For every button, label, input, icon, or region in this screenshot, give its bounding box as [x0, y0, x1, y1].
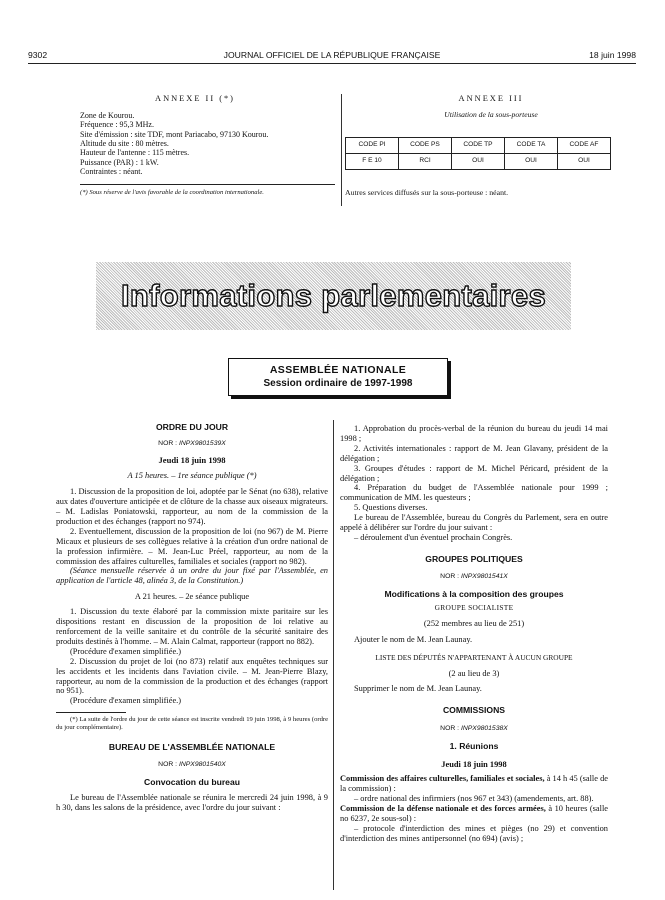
ordre-du-jour-title: ORDRE DU JOUR [155, 422, 229, 432]
congres-item: – déroulement d'un éventuel prochain Congrès. [354, 532, 513, 542]
liste-title: LISTE DES DÉPUTÉS N'APPARTENANT À AUCUN GROUPE [375, 652, 573, 662]
agenda-item: 1. Discussion du texte élaboré par la commission mixte paritaire sur les dispositions restant en discussion de la proposition de loi relative au renforcement de la veille sanitaire et du contrôle de la sécurité sanitaire des produits destinés à l'homme. – M. Alain Calmat, rapporteur (rapport no 882). [56, 607, 328, 646]
table-row [346, 153, 611, 169]
session-1-title: A 15 heures. – 1re séance publique (*) [127, 471, 257, 481]
table-header-row [346, 137, 611, 153]
table-header-cell: CODE TP [452, 137, 505, 153]
journal-title: JOURNAL OFFICIEL DE LA RÉPUBLIQUE FRANÇAISE [223, 50, 441, 60]
table-cell: RCI [399, 153, 452, 169]
agenda-note: (Séance mensuelle réservée à un ordre du jour fixé par l'Assemblée, en application de l'article 48, alinéa 3, de la Constitution.) [56, 566, 328, 586]
table-cell: OUI [558, 153, 611, 169]
bureau-item: 4. Préparation du budget de l'Assemblée nationale pour 1999 ; communication de MM. les questeurs ; [340, 483, 608, 503]
table-cell: OUI [505, 153, 558, 169]
session-title: Session ordinaire de 1997-1998 [263, 378, 413, 390]
left-column [56, 422, 328, 813]
bureau-item: 2. Activités internationales : rapport de M. Jean Glavany, président de la délégation ; [340, 443, 608, 463]
ajouter-text: Ajouter le nom de M. Jean Launay. [354, 634, 473, 644]
assembly-title: ASSEMBLÉE NATIONALE [269, 364, 407, 376]
banner-title: Informations parlementaires [121, 278, 546, 313]
annex-2-line: Zone de Kourou. [80, 110, 135, 120]
assembly-box [228, 358, 448, 396]
groupe-socialiste: GROUPE SOCIALISTE [434, 603, 514, 613]
commission-entry: Commission de la défense nationale et des forces armées, à 10 heures (salle no 6237, 2e sous-sol) : [340, 804, 609, 824]
reunions-title: 1. Réunions [449, 741, 499, 752]
table-header-cell: CODE PI [346, 137, 399, 153]
annex-2-line: Puissance (PAR) : 1 kW. [80, 157, 159, 167]
column-divider [333, 420, 334, 890]
annex-3-subtitle: Utilisation de la sous-porteuse [444, 109, 538, 119]
annex-2-line: Site d'émission : site TDF, mont Pariacabo, 97130 Kourou. [80, 129, 269, 139]
annex-2-title: ANNEXE II (*) [155, 94, 235, 103]
day-title: Jeudi 18 juin 1998 [158, 455, 226, 466]
page-header [28, 50, 636, 62]
nor-reference: NOR : INPX9801540X [158, 760, 226, 768]
agenda-item: 2. Discussion du projet de loi (no 873) relatif aux enquêtes techniques sur les accidents et les incidents dans l'aviation civile. – M. Jean-Pierre Blazy, rapporteur, au nom de la commission de la production et des échanges (rapport no 951). [56, 656, 328, 696]
issue-date: 18 juin 1998 [589, 50, 636, 60]
annex-3-note: Autres services diffusés sur la sous-porteuse : néant. [345, 187, 509, 197]
annex-3 [345, 94, 637, 197]
bureau-item: 1. Approbation du procès-verbal de la réunion du bureau du jeudi 14 mai 1998 ; [340, 424, 608, 443]
procedure-note: (Procédure d'examen simplifiée.) [70, 696, 182, 706]
table-header-cell: CODE AF [558, 137, 611, 153]
nor-reference: NOR : INPX9801541X [440, 573, 508, 581]
sub-carrier-table [345, 137, 611, 170]
nor-reference: NOR : INPX9801538X [440, 725, 508, 733]
supprimer-text: Supprimer le nom de M. Jean Launay. [354, 684, 482, 694]
commission-item: – ordre national des infirmiers (nos 967 et 343) (amendements, art. 88). [354, 794, 594, 804]
session-2-title: A 21 heures. – 2e séance publique [134, 592, 250, 602]
bureau-item: 5. Questions diverses. [354, 503, 428, 513]
right-column [340, 424, 608, 844]
section-banner [96, 262, 571, 330]
page-number: 9302 [28, 50, 48, 60]
footnote-rule [56, 712, 126, 713]
modifications-title: Modifications à la composition des groupes [384, 589, 564, 600]
annex-2-line: Contraintes : néant. [80, 167, 143, 177]
annex-2-line: Hauteur de l'antenne : 115 mètres. [80, 148, 190, 158]
annex-3-title: ANNEXE III [458, 94, 524, 103]
members-count: (252 membres au lieu de 251) [423, 618, 525, 628]
annex-2-lines [80, 111, 350, 177]
day-title: Jeudi 18 juin 1998 [441, 759, 507, 769]
commission-entry: Commission des affaires culturelles, familiales et sociales, à 14 h 45 (salle de la commission) : [340, 774, 608, 794]
convocation-title: Convocation du bureau [144, 776, 240, 787]
commissions-title: COMMISSIONS [442, 705, 506, 716]
convocation-text: Le bureau de l'Assemblée nationale se réunira le mercredi 24 juin 1998, à 9 h 30, dans les salons de la présidence, avec l'ordre du jour suivant : [56, 793, 328, 812]
table-header-cell: CODE TA [505, 137, 558, 153]
members-count: (2 au lieu de 3) [448, 669, 500, 679]
agenda-item: 1. Discussion de la proposition de loi, adoptée par le Sénat (no 638), relative aux dates d'ouverture anticipée et de clôture de la chasse aux oiseaux migrateurs. – M. Ladislas Poniatowski, rapporteur, au nom de la commission de la production et des échanges (rapport no 974). [56, 487, 328, 526]
annex-2-rule [80, 184, 335, 185]
table-cell: F E 10 [346, 153, 399, 169]
annex-divider [341, 94, 342, 206]
footnote: (*) La suite de l'ordre du jour de cette séance est inscrite vendredi 19 juin 1998, à 9 heures (ordre du jour complémentaire). [56, 716, 328, 731]
congres-text: Le bureau de l'Assemblée, bureau du Congrès du Parlement, sera en outre appelé à délibérer sur l'ordre du jour suivant : [340, 513, 608, 533]
agenda-item: 2. Eventuellement, discussion de la proposition de loi (no 967) de M. Pierre Micaux et plusieurs de ses collègues relative à la création d'un ordre national de la profession infirmière. – M. Jean-Luc Préel, rapporteur, au nom de la commission des affaires culturelles, familiales et sociales (rapport no 982). [56, 526, 328, 566]
bureau-title: BUREAU DE L'ASSEMBLÉE NATIONALE [108, 741, 276, 752]
commission-item: – protocole d'interdiction des mines et pièges (no 29) et convention d'interdiction des mines antipersonnel (no 694) (avis) ; [340, 824, 608, 843]
annex-2 [80, 94, 350, 197]
table-cell: OUI [452, 153, 505, 169]
annex-2-footnote: (*) Sous réserve de l'avis favorable de la coordination internationale. [80, 189, 264, 197]
header-rule [28, 63, 636, 64]
groupes-title: GROUPES POLITIQUES [425, 553, 523, 564]
procedure-note: (Procédure d'examen simplifiée.) [70, 646, 182, 656]
table-header-cell: CODE PS [399, 137, 452, 153]
annex-2-line: Altitude du site : 80 mètres. [80, 138, 169, 148]
bureau-item: 3. Groupes d'études : rapport de M. Michel Péricard, président de la délégation ; [340, 463, 608, 483]
annex-2-line: Fréquence : 95,3 MHz. [80, 120, 154, 130]
nor-reference: NOR : INPX9801539X [158, 440, 226, 448]
